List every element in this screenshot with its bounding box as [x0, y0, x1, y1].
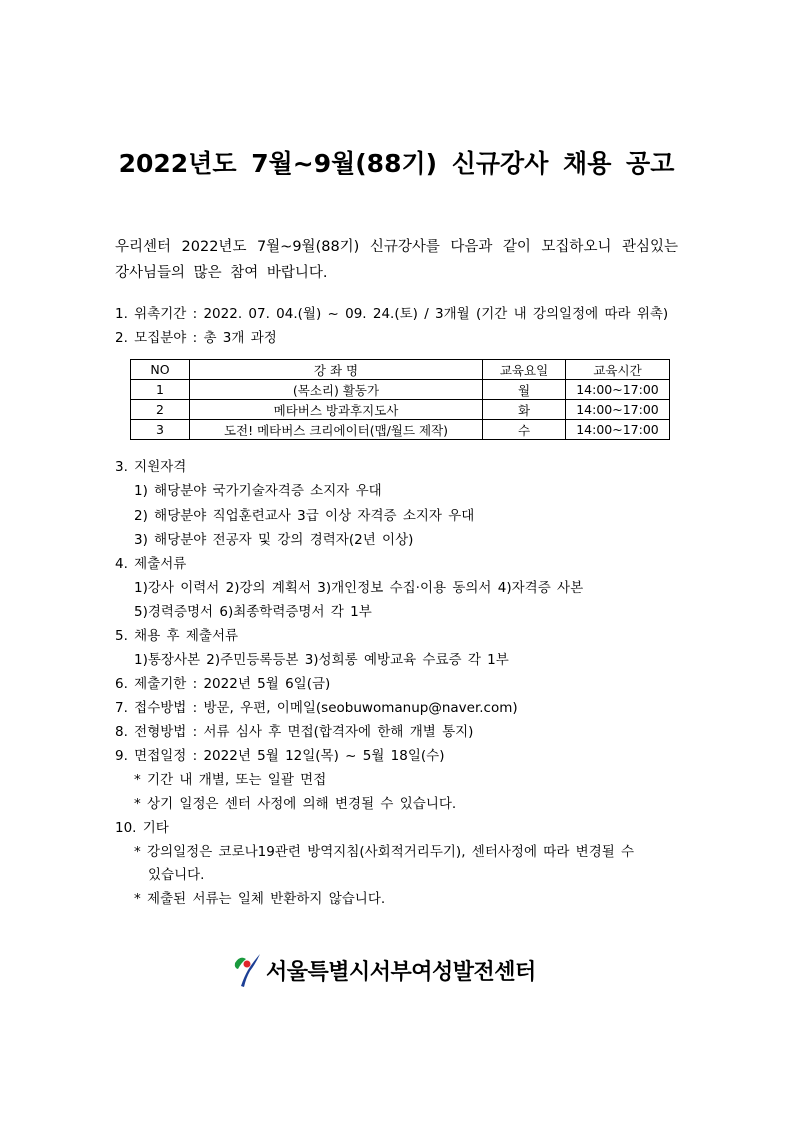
- item-qualification-2: 2) 해당분야 직업훈련교사 3급 이상 자격증 소지자 우대: [134, 508, 475, 524]
- item-interview-note-2: * 상기 일정은 센터 사정에 의해 변경될 수 있습니다.: [134, 796, 457, 812]
- item-etc-note-2: * 제출된 서류는 일체 반환하지 않습니다.: [134, 891, 386, 907]
- cell-no: 2: [131, 400, 190, 420]
- item-qualification-3: 3) 해당분야 전공자 및 강의 경력자(2년 이상): [134, 532, 414, 548]
- cell-course-name: 도전! 메타버스 크리에이터(맵/월드 제작): [190, 420, 483, 440]
- item-interview-schedule: 9. 면접일정 : 2022년 5월 12일(목) ~ 5월 18일(수): [115, 748, 445, 764]
- item-qualification: 3. 지원자격: [115, 459, 187, 475]
- item-selection-method: 8. 전형방법 : 서류 심사 후 면접(합격자에 한해 개별 통지): [115, 724, 474, 740]
- item-qualification-1: 1) 해당분야 국가기술자격증 소지자 우대: [134, 483, 382, 499]
- cell-course-name: (목소리) 활동가: [190, 380, 483, 400]
- cell-day: 월: [483, 380, 566, 400]
- item-recruit-field: 2. 모집분야 : 총 3개 과정: [115, 330, 277, 346]
- header-day: 교육요일: [483, 360, 566, 380]
- header-no: NO: [131, 360, 190, 380]
- cell-no: 3: [131, 420, 190, 440]
- center-emblem-icon: [232, 951, 262, 989]
- cell-course-name: 메타버스 방과후지도사: [190, 400, 483, 420]
- item-deadline: 6. 제출기한 : 2022년 5월 6일(금): [115, 676, 331, 692]
- intro-paragraph: 우리센터 2022년도 7월~9월(88기) 신규강사를 다음과 같이 모집하오니 관심있는 강사님들의 많은 참여 바랍니다.: [115, 239, 678, 281]
- item-post-hire-documents-1: 1)통장사본 2)주민등록등본 3)성희롱 예방교육 수료증 각 1부: [134, 652, 509, 668]
- item-documents: 4. 제출서류: [115, 556, 187, 572]
- item-interview-note-1: * 기간 내 개별, 또는 일괄 면접: [134, 772, 327, 788]
- item-documents-2: 5)경력증명서 6)최종학력증명서 각 1부: [134, 604, 372, 620]
- center-logo: [232, 950, 536, 990]
- table-row: [131, 400, 670, 420]
- item-etc: 10. 기타: [115, 820, 169, 836]
- cell-time: 14:00~17:00: [566, 420, 670, 440]
- cell-time: 14:00~17:00: [566, 380, 670, 400]
- item-etc-note-1-cont: 있습니다.: [148, 867, 205, 883]
- header-time: 교육시간: [566, 360, 670, 380]
- item-submission-method: 7. 접수방법 : 방문, 우편, 이메일(seobuwomanup@naver.com): [115, 700, 518, 716]
- item-appointment-period: 1. 위촉기간 : 2022. 07. 04.(월) ~ 09. 24.(토) / 3개월 (기간 내 강의일정에 따라 위촉): [115, 306, 669, 322]
- item-etc-note-1: * 강의일정은 코로나19관련 방역지침(사회적거리두기), 센터사정에 따라 변경될 수: [134, 844, 635, 860]
- cell-no: 1: [131, 380, 190, 400]
- header-course-name: 강 좌 명: [190, 360, 483, 380]
- item-post-hire-documents: 5. 채용 후 제출서류: [115, 628, 239, 644]
- cell-time: 14:00~17:00: [566, 400, 670, 420]
- table-row: [131, 380, 670, 400]
- table-header-row: [131, 360, 670, 380]
- course-table: [130, 359, 670, 440]
- item-documents-1: 1)강사 이력서 2)강의 계획서 3)개인정보 수집·이용 동의서 4)자격증 사본: [134, 580, 584, 596]
- cell-day: 화: [483, 400, 566, 420]
- table-row: [131, 420, 670, 440]
- center-name: 서울특별시서부여성발전센터: [266, 959, 536, 985]
- page-title: 2022년도 7월~9월(88기) 신규강사 채용 공고: [118, 149, 675, 178]
- cell-day: 수: [483, 420, 566, 440]
